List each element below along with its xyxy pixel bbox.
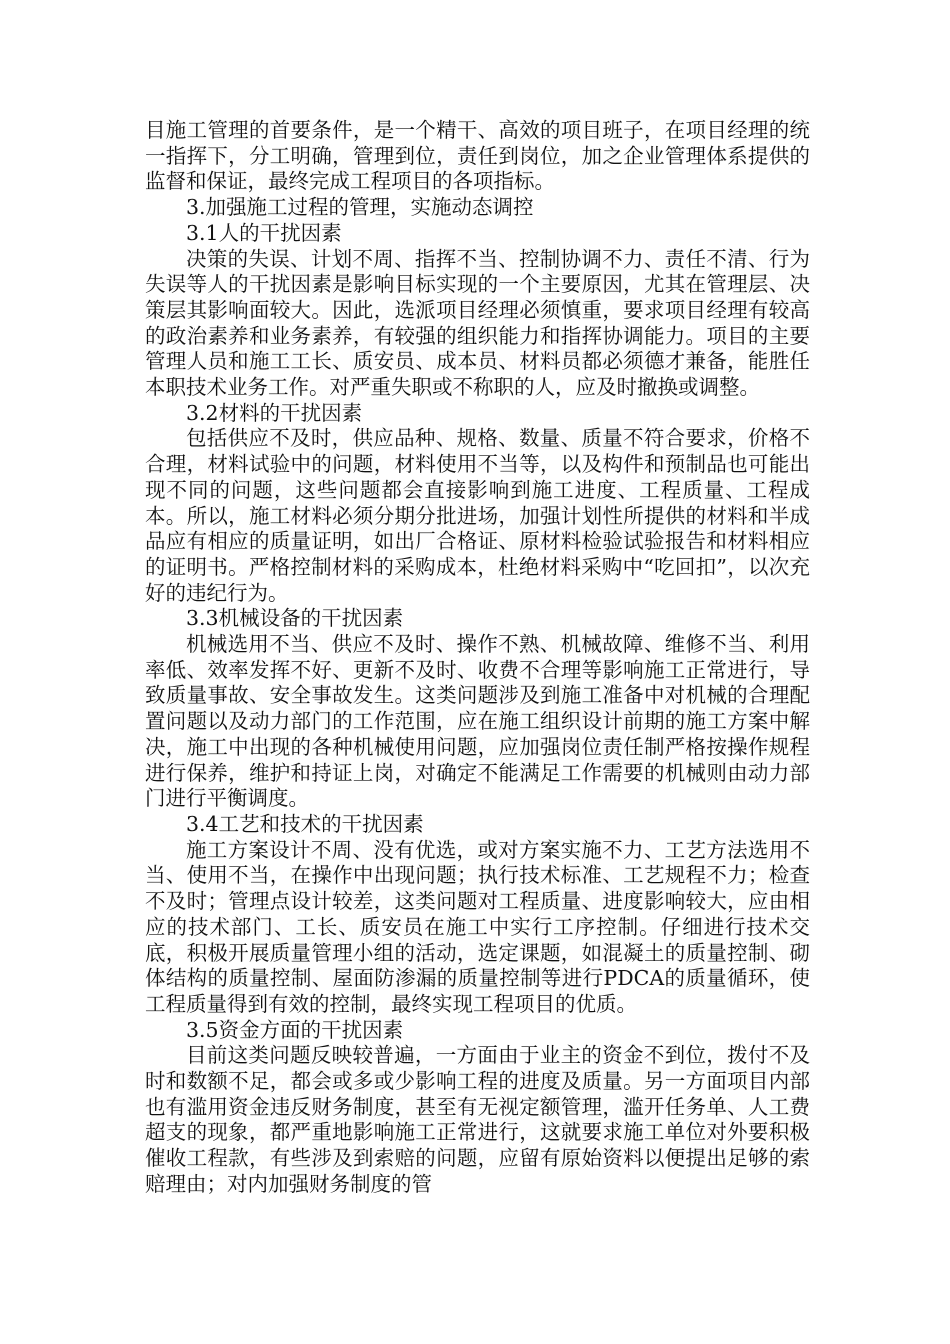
subsection-heading-3-5: 3.5资金方面的干扰因素	[186, 1017, 404, 1042]
paragraph-3-5: 目前这类问题反映较普遍，一方面由于业主的资金不到位，拨付不及时和数额不足，都会或多或少影响工程的进度及质量。另一方面项目内部也有滥用资金违反财务制度，甚至有无视定额管理，滥开任务单、人工费超支的现象，都严重地影响施工正常进行，这就要求施工单位对外要积极催收工程款，有些涉及到索赔的问题，应留有原始资料以便提出足够的索赔理由；对内加强财务制度的管	[145, 1043, 810, 1196]
subsection-heading-3-2: 3.2材料的干扰因素	[186, 400, 363, 425]
paragraph-3-1: 决策的失误、计划不周、指挥不当、控制协调不力、责任不清、行为失误等人的干扰因素是影响目标实现的一个主要原因，尤其在管理层、决策层其影响面较大。因此，选派项目经理必须慎重，要求项目经理有较高的政治素养和业务素养，有较强的组织能力和指挥协调能力。项目的主要管理人员和施工工长、质安员、成本员、材料员都必须德才兼备，能胜任本职技术业务工作。对严重失职或不称职的人，应及时撤换或调整。	[145, 246, 810, 400]
paragraph-3-4: 施工方案设计不周、没有优选，或对方案实施不力、工艺方法选用不当、使用不当，在操作中出现问题；执行技术标准、工艺规程不力；检查不及时；管理点设计较差，这类问题对工程质量、进度影响较大，应由相应的技术部门、工长、质安员在施工中实行工序控制。仔细进行技术交底，积极开展质量管理小组的活动，选定课题，如混凝土的质量控制、砌体结构的质量控制、屋面防渗漏的质量控制等进行PDCA的质量循环，使工程质量得到有效的控制，最终实现工程项目的优质。	[145, 837, 810, 1016]
paragraph-3-2: 包括供应不及时，供应品种、规格、数量、质量不符合要求，价格不合理，材料试验中的问题，材料使用不当等，以及构件和预制品也可能出现不同的问题，这些问题都会直接影响到施工进度、工程质量、工程成本。所以，施工材料必须分期分批进场，加强计划性所提供的材料和半成品应有相应的质量证明，如出厂合格证、原材料检验试验报告和材料相应的证明书。严格控制材料的采购成本，杜绝材料采购中“吃回扣”，以次充好的违纪行为。	[145, 426, 810, 605]
paragraph-continuation: 目施工管理的首要条件，是一个精干、高效的项目班子，在项目经理的统一指挥下，分工明确，管理到位，责任到岗位，加之企业管理体系提供的监督和保证，最终完成工程项目的各项指标。	[145, 118, 810, 194]
section-heading-3: 3.加强施工过程的管理，实施动态调控	[186, 195, 534, 220]
subsection-heading-3-3: 3.3机械设备的干扰因素	[186, 606, 404, 631]
document-body	[145, 118, 810, 1198]
subsection-heading-3-1: 3.1人的干扰因素	[186, 220, 342, 245]
paragraph-3-3: 机械选用不当、供应不及时、操作不熟、机械故障、维修不当、利用率低、效率发挥不好、更新不及时、收费不合理等影响施工正常进行，导致质量事故、安全事故发生。这类问题涉及到施工准备中对机械的合理配置问题以及动力部门的工作范围，应在施工组织设计前期的施工方案中解决，施工中出现的各种机械使用问题，应加强岗位责任制严格按操作规程进行保养，维护和持证上岗，对确定不能满足工作需要的机械则由动力部门进行平衡调度。	[145, 632, 810, 811]
subsection-heading-3-4: 3.4工艺和技术的干扰因素	[186, 811, 424, 836]
